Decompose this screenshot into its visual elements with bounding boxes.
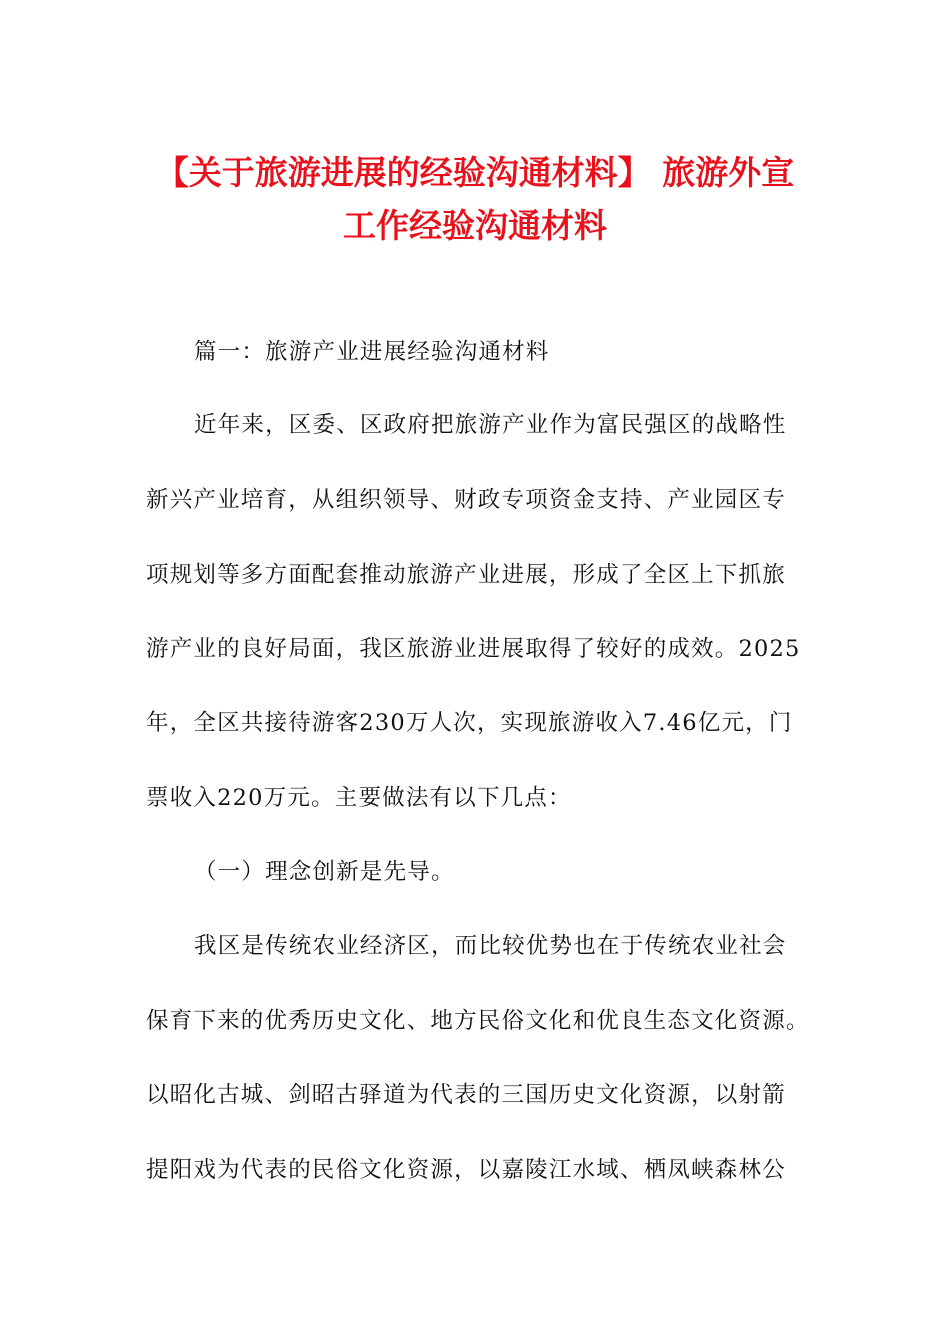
paragraph-line: 票收入220万元。主要做法有以下几点： bbox=[146, 785, 572, 811]
paragraph-line: 项规划等多方面配套推动旅游产业进展，形成了全区上下抓旅 bbox=[146, 562, 786, 588]
paragraph-line: 提阳戏为代表的民俗文化资源，以嘉陵江水域、栖凤峡森林公 bbox=[146, 1157, 786, 1183]
subsection-heading: （一）理念创新是先导。 bbox=[194, 859, 455, 885]
section-heading: 篇一：旅游产业进展经验沟通材料 bbox=[194, 339, 550, 365]
paragraph-line: 新兴产业培育，从组织领导、财政专项资金支持、产业园区专 bbox=[146, 487, 786, 513]
document-title bbox=[120, 146, 830, 252]
title-line-2: 工作经验沟通材料 bbox=[343, 206, 607, 245]
paragraph-line: 年，全区共接待游客230万人次，实现旅游收入7.46亿元，门 bbox=[146, 710, 793, 736]
paragraph-line: 以昭化古城、剑昭古驿道为代表的三国历史文化资源，以射箭 bbox=[146, 1082, 786, 1108]
paragraph-line: 我区是传统农业经济区，而比较优势也在于传统农业社会 bbox=[194, 933, 787, 959]
paragraph-line: 游产业的良好局面，我区旅游业进展取得了较好的成效。2025 bbox=[146, 636, 801, 662]
title-line-1: 【关于旅游进展的经验沟通材料】 旅游外宣 bbox=[155, 153, 795, 192]
paragraph-line: 近年来，区委、区政府把旅游产业作为富民强区的战略性 bbox=[194, 412, 787, 438]
paragraph-line: 保育下来的优秀历史文化、地方民俗文化和优良生态文化资源。 bbox=[146, 1008, 810, 1034]
